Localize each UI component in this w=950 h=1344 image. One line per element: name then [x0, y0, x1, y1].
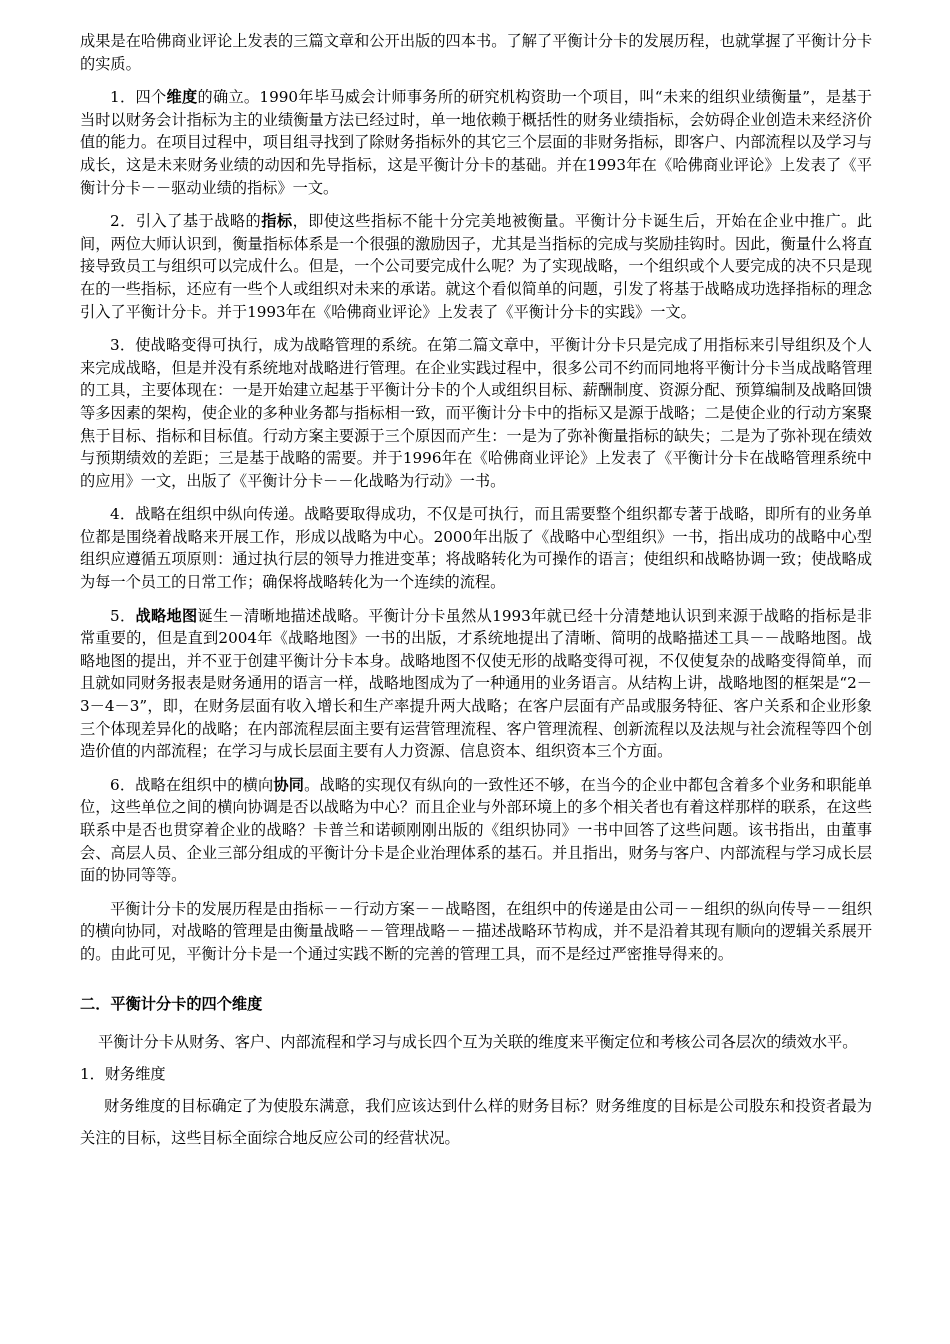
p5-pre: 5． — [110, 606, 136, 625]
p5-bold: 战略地图 — [135, 606, 198, 625]
section-heading: 二．平衡计分卡的四个维度 — [80, 994, 263, 1013]
p6-bold: 协同 — [273, 775, 305, 794]
finance-paragraph: 财务维度的目标确定了为使股东满意，我们应该达到什么样的财务目标？财务维度的目标是公司股东和投资者最为关注的目标，这些目标全面综合地反应公司的经营状况。 — [80, 1097, 872, 1148]
paragraph-indicators — [80, 210, 872, 323]
p2-bold: 指标 — [261, 212, 293, 231]
summary-paragraph: 平衡计分卡的发展历程是由指标－－行动方案－－战略图，在组织中的传递是由公司－－组织的纵向传导－－组织的横向协同，对战略的管理是由衡量战略－－管理战略－－描述战略环节构成，并不是沿着其现有顺向的逻辑关系展开的。由此可见，平衡计分卡是一个通过实践不断的完善的管理工具，而不是经过严密推导得来的。 — [80, 899, 872, 963]
intro-paragraph: 成果是在哈佛商业评论上发表的三篇文章和公开出版的四本书。了解了平衡计分卡的发展历程，也就掌握了平衡计分卡的实质。 — [80, 32, 872, 73]
p1-bold: 维度 — [166, 88, 198, 107]
section-intro-paragraph: 平衡计分卡从财务、客户、内部流程和学习与成长四个互为关联的维度来平衡定位和考核公司各层次的绩效水平。 — [98, 1033, 858, 1052]
p6-post: 。战略的实现仅有纵向的一致性还不够，在当今的企业中都包含着多个业务和职能单位，这些单位之间的横向协调是否以战略为中心？而且企业与外部环境上的多个相关者也有着这样那样的联系，在这些联系中是否也贯穿着企业的战略？卡普兰和诺顿刚刚出版的《组织协同》一书中回答了这些问题。该书指出，由董事会、高层人员、企业三部分组成的平衡计分卡是企业治理体系的基石。并且指出，财务与客户、内部流程与学习成长层面的协同等等。 — [80, 775, 873, 885]
sub-heading-finance: 1．财务维度 — [80, 1065, 166, 1084]
p5-post: 诞生－清晰地描述战略。平衡计分卡虽然从1993年就已经十分清楚地认识到来源于战略的指标是非常重要的，但是直到2004年《战略地图》一书的出版，才系统地提出了清晰、简明的战略描述工具－－战略地图。战略地图的提出，并不亚于创建平衡计分卡本身。战略地图不仅使无形的战略变得可视，不仅使复杂的战略变得简单，而且就如同财务报表是财务通用的语言一样，战略地图成为了一种通用的业务语言。从结构上讲，战略地图的框架是“2－3－4－3”，即，在财务层面有收入增长和生产率提升两大战略；在客户层面有产品或服务特征、客户关系和企业形象三个体现差异化的战略；在内部流程层面主要有运营管理流程、客户管理流程、创新流程以及法规与社会流程等四个创造价值的内部流程；在学习与成长层面主要有人力资源、信息资本、组织资本三个方面。 — [80, 606, 872, 761]
paragraph-strategy-execution: 3．使战略变得可执行，成为战略管理的系统。在第二篇文章中，平衡计分卡只是完成了用指标来引导组织及个人来完成战略，但是并没有系统地对战略进行管理。在企业实践过程中，很多公司不约而同地将平衡计分卡当成战略管理的工具，主要体现在：一是开始建立起基于平衡计分卡的个人或组织目标、薪酬制度、资源分配、预算编制及战略回馈等多因素的架构，使企业的多种业务都与指标相一致，而平衡计分卡中的指标又是源于战略；二是使企业的行动方案聚焦于目标、指标和目标值。行动方案主要源于三个原因而产生：一是为了弥补衡量指标的缺失；二是为了弥补现在绩效与预期绩效的差距；三是基于战略的需要。并于1996年在《哈佛商业评论》上发表了《平衡计分卡在战略管理系统中的应用》一文，出版了《平衡计分卡－－化战略为行动》一书。 — [80, 336, 872, 490]
p1-pre: 1．四个 — [110, 88, 167, 107]
p1-post: 的确立。1990年毕马威会计师事务所的研究机构资助一个项目，叫“未来的组织业绩衡量”，是基于当时以财务会计指标为主的业绩衡量方法已经过时，单一地依赖于概括性的财务业绩指标，会妨碍企业创造未来经济价值的能力。在项目过程中，项目组寻找到了除财务指标外的其它三个层面的非财务指标，即客户、内部流程以及学习与成长，这是未来财务业绩的动因和先导指标，这是平衡计分卡的基础。并在1993年在《哈佛商业评论》上发表了《平衡计分卡－－驱动业绩的指标》一文。 — [80, 88, 872, 197]
paragraph-dimensions — [80, 86, 872, 199]
document-page — [80, 30, 872, 1154]
paragraph-vertical-transmission: 4．战略在组织中纵向传递。战略要取得成功，不仅是可执行，而且需要整个组织都专著于战略，即所有的业务单位都是围绕着战略来开展工作，形成以战略为中心。2000年出版了《战略中心型组织》一书，指出成功的战略中心型组织应遵循五项原则：通过执行层的领导力推进变革；将战略转化为可操作的语言；使组织和战略协调一致；使战略成为每一个员工的日常工作；确保将战略转化为一个连续的流程。 — [80, 505, 872, 592]
p6-pre: 6．战略在组织中的横向 — [110, 775, 274, 794]
p2-post: ，即使这些指标不能十分完美地被衡量。平衡计分卡诞生后，开始在企业中推广。此间，两位大师认识到，衡量指标体系是一个很强的激励因子，尤其是当指标的完成与奖励挂钩时。因此，衡量什么将直接导致员工与组织可以完成什么。但是，一个公司要完成什么呢？为了实现战略，一个组织或个人要完成的决不只是现在的一些指标，还应有一些个人或组织对未来的承诺。就这个看似简单的问题，引发了将基于战略成功选择指标的理念引入了平衡计分卡。并于1993年在《哈佛商业评论》上发表了《平衡计分卡的实践》一文。 — [80, 212, 873, 321]
paragraph-horizontal-alignment — [80, 774, 872, 887]
p2-pre: 2．引入了基于战略的 — [110, 212, 262, 231]
paragraph-strategy-map — [80, 605, 872, 763]
